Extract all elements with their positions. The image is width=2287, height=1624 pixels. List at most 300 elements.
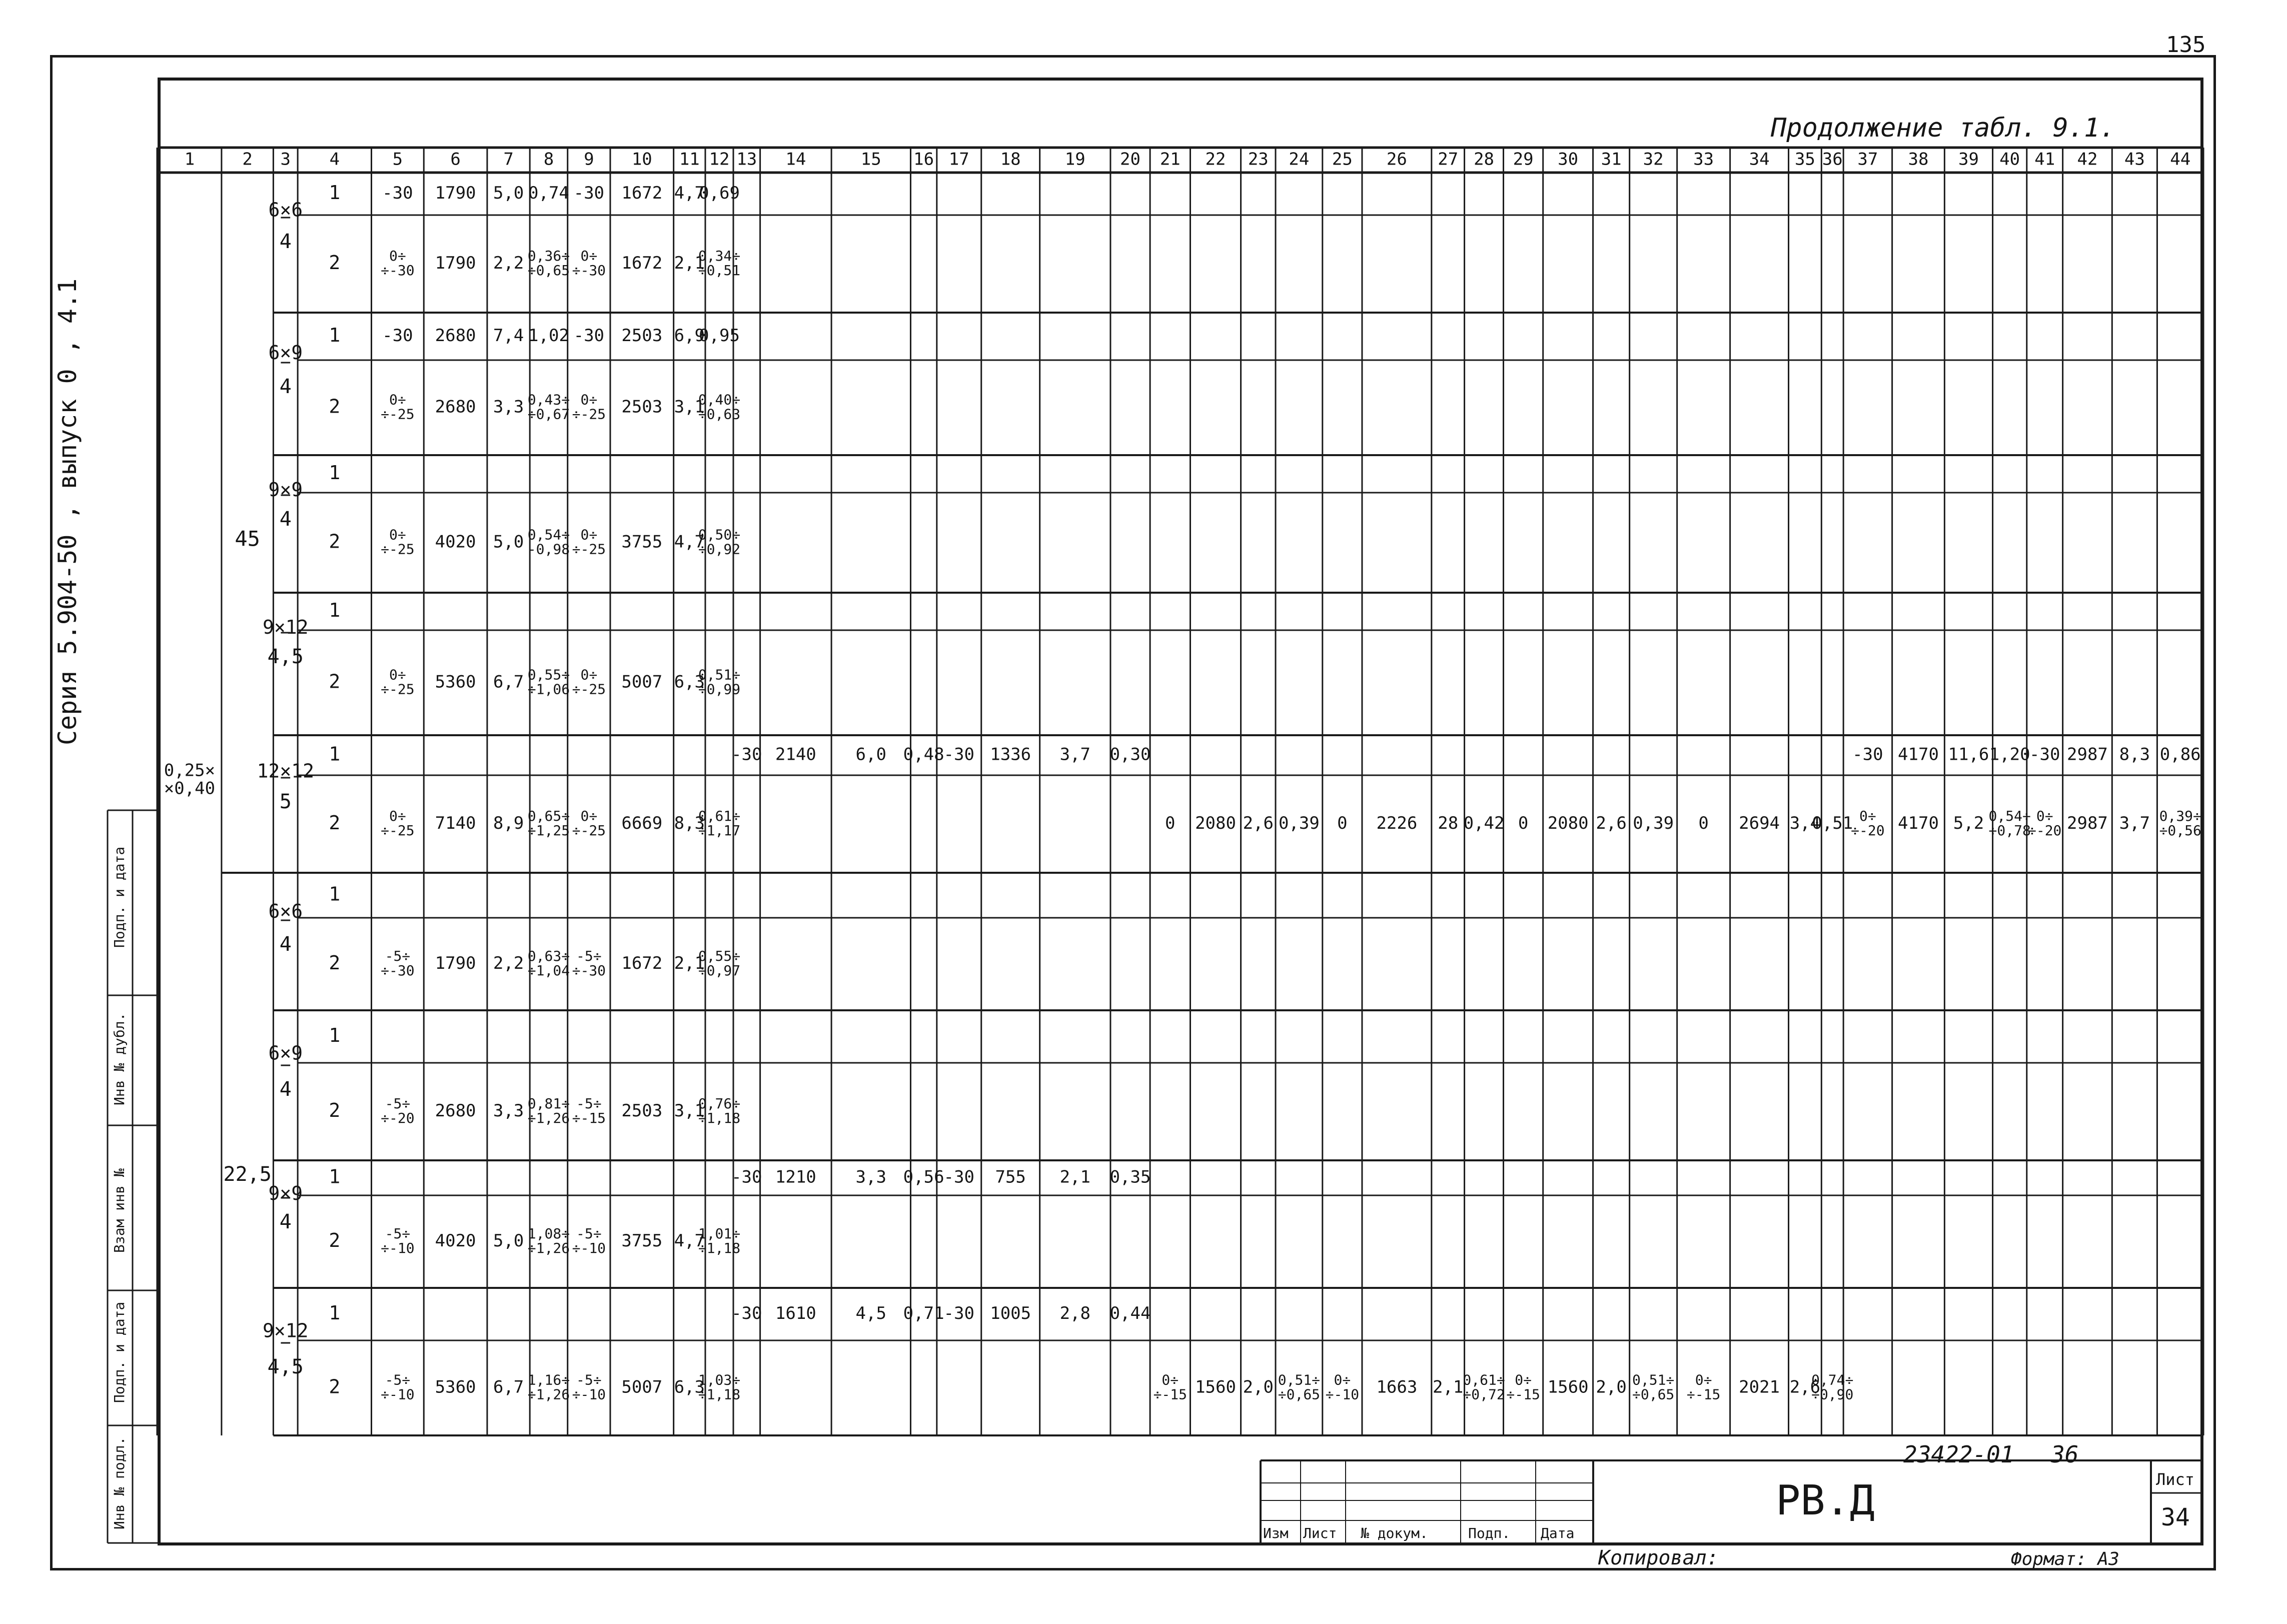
data-cell: 5360 xyxy=(435,672,476,692)
header-cell: 17 xyxy=(948,149,969,170)
data-cell: 1672 xyxy=(621,253,663,273)
data-cell: -30 xyxy=(2029,744,2060,765)
data-cell: ÷0,65 xyxy=(1632,1386,1675,1403)
header-cell: 44 xyxy=(2170,149,2191,170)
data-cell: 0÷ xyxy=(1162,1371,1179,1388)
header-cell: 30 xyxy=(1558,149,1579,170)
data-cell: 0÷ xyxy=(389,666,406,683)
data-cell: 2503 xyxy=(621,326,663,346)
series-text: Серия 5.904-50 , выпуск 0 , 4.1 xyxy=(53,278,82,745)
data-cell: -30 xyxy=(731,744,762,765)
block-size: 9×9 xyxy=(268,478,303,501)
data-cell: 2226 xyxy=(1376,813,1418,833)
data-cell: ÷0,63 xyxy=(698,406,741,423)
block-size: 12×12 xyxy=(257,760,314,782)
data-cell: ÷-10 xyxy=(572,1386,606,1403)
data-cell: ÷-15 xyxy=(1153,1386,1188,1403)
header-cell: 43 xyxy=(2124,149,2145,170)
data-cell: ÷1,17 xyxy=(698,822,741,839)
data-cell: ÷-25 xyxy=(572,541,606,558)
data-cell: 2,1 xyxy=(1432,1377,1464,1397)
data-cell: 0,63÷ xyxy=(527,947,570,964)
doc-number: 23422-01 xyxy=(1903,1441,2014,1468)
data-cell: 4,7 xyxy=(674,532,705,552)
data-cell: 4,7 xyxy=(674,183,705,203)
row-index: 1 xyxy=(329,599,341,621)
data-cell: ÷-30 xyxy=(381,962,415,979)
block-ratio: 5 xyxy=(279,790,292,813)
data-cell: ÷-25 xyxy=(381,541,415,558)
data-cell: 2694 xyxy=(1739,813,1780,833)
data-cell: 0,50÷ xyxy=(698,526,741,543)
data-cell: ÷1,18 xyxy=(698,1240,741,1257)
header-cell: 5 xyxy=(392,149,403,170)
data-cell: ÷-15 xyxy=(1506,1386,1540,1403)
data-cell: 0,36÷ xyxy=(527,247,570,264)
data-cell: ÷0,56 xyxy=(2159,822,2201,839)
header-cell: 36 xyxy=(1822,149,1843,170)
data-cell: 2,6 xyxy=(1243,813,1274,833)
data-cell: ÷1,26 xyxy=(527,1386,570,1403)
data-cell: 2,0 xyxy=(1243,1377,1274,1397)
data-cell: 0,95 xyxy=(699,326,740,346)
data-cell: 0,76÷ xyxy=(698,1095,741,1112)
block-ratio: 4 xyxy=(279,508,292,531)
data-cell: -5÷ xyxy=(576,1371,602,1388)
data-cell: ÷0,51 xyxy=(698,262,741,279)
data-cell: 5360 xyxy=(435,1377,476,1397)
data-cell: 5007 xyxy=(621,672,663,692)
data-cell: 1,08÷ xyxy=(527,1225,570,1242)
data-cell: ÷-25 xyxy=(381,681,415,698)
header-cell: 20 xyxy=(1120,149,1140,170)
data-cell: 7,4 xyxy=(493,326,524,346)
data-cell: 8,9 xyxy=(493,813,524,833)
data-cell: 0,43÷ xyxy=(527,391,570,408)
header-cell: 10 xyxy=(631,149,652,170)
block-ratio: 4 xyxy=(279,933,292,956)
data-cell: -30 xyxy=(573,326,605,346)
data-cell: 1,20 xyxy=(1989,744,2030,765)
block-size: 9×12 xyxy=(263,616,309,638)
data-cell: 1005 xyxy=(990,1303,1031,1323)
data-cell: 1790 xyxy=(435,183,476,203)
row-index: 1 xyxy=(329,743,341,765)
header-cell: 3 xyxy=(280,149,291,170)
data-cell: 0,39 xyxy=(1278,813,1320,833)
data-cell: 0,69 xyxy=(699,183,740,203)
stamp-header-1: Лист xyxy=(1303,1525,1337,1541)
row-index: 2 xyxy=(329,952,341,974)
block-size: 6×9 xyxy=(268,1042,303,1064)
block-ratio: 4 xyxy=(279,230,292,253)
header-cell: 18 xyxy=(1000,149,1021,170)
block-size: 9×12 xyxy=(263,1319,309,1342)
data-cell: 0,86 xyxy=(2159,744,2201,765)
data-cell: 5,0 xyxy=(493,1231,524,1251)
data-cell: 28 xyxy=(1438,813,1459,833)
data-cell: 2,6 xyxy=(1789,1377,1821,1397)
data-cell: 0 xyxy=(1518,813,1529,833)
data-cell: 1560 xyxy=(1547,1377,1589,1397)
block-ratio: 4 xyxy=(279,1078,292,1101)
row-index: 2 xyxy=(329,395,341,418)
data-cell: 5,0 xyxy=(493,183,524,203)
data-cell: 2680 xyxy=(435,326,476,346)
group-label: 45 xyxy=(235,526,260,551)
data-cell: 1790 xyxy=(435,953,476,973)
data-cell: 0,35 xyxy=(1109,1167,1151,1187)
data-cell: -5÷ xyxy=(576,1095,602,1112)
data-cell: 0÷ xyxy=(389,526,406,543)
data-cell: 2680 xyxy=(435,1101,476,1121)
data-cell: -5÷ xyxy=(385,947,411,964)
row-index: 1 xyxy=(329,1024,341,1046)
header-cell: 41 xyxy=(2034,149,2055,170)
data-cell: 0 xyxy=(1337,813,1348,833)
side-stamp-label: Инв № подл. xyxy=(111,1436,128,1529)
group-label: 22,5 xyxy=(223,1163,272,1186)
data-cell: 1,02 xyxy=(528,326,569,346)
header-cell: 21 xyxy=(1160,149,1181,170)
data-cell: 1210 xyxy=(775,1167,816,1187)
data-cell: ÷0,72 xyxy=(1463,1386,1505,1403)
data-cell: 0,42 xyxy=(1463,813,1505,833)
data-cell: ÷0,78 xyxy=(1988,822,2031,839)
data-cell: ÷-30 xyxy=(381,262,415,279)
data-cell: 5,0 xyxy=(493,532,524,552)
data-cell: 6,0 xyxy=(855,744,886,765)
data-cell: 1336 xyxy=(990,744,1031,765)
data-cell: 0,40÷ xyxy=(698,391,741,408)
header-cell: 32 xyxy=(1643,149,1664,170)
data-cell: 0÷ xyxy=(1334,1371,1351,1388)
data-cell: 1790 xyxy=(435,253,476,273)
data-cell: 0÷ xyxy=(389,807,406,824)
data-cell: 0,56 xyxy=(903,1167,944,1187)
data-cell: ÷-25 xyxy=(572,681,606,698)
data-cell: 0,51÷ xyxy=(1632,1371,1675,1388)
block-size: 6×9 xyxy=(268,341,303,364)
data-cell: 1,03÷ xyxy=(698,1371,741,1388)
stamp-header-2: № докум. xyxy=(1361,1525,1428,1541)
data-cell: 0,74÷ xyxy=(1811,1371,1854,1388)
data-cell: 1672 xyxy=(621,953,663,973)
sheet-number: 34 xyxy=(2161,1503,2190,1531)
data-cell: 0÷ xyxy=(580,391,598,408)
block-size: 6×6 xyxy=(268,900,303,922)
data-cell: 2,2 xyxy=(493,953,524,973)
data-cell: ÷-30 xyxy=(572,262,606,279)
data-cell: 0,48 xyxy=(903,744,944,765)
block-ratio: 4,5 xyxy=(267,645,304,668)
data-cell: 0÷ xyxy=(1515,1371,1532,1388)
block-ratio: 4,5 xyxy=(267,1355,304,1378)
data-cell: 0,55÷ xyxy=(698,947,741,964)
row-index: 1 xyxy=(329,324,341,346)
header-cell: 7 xyxy=(503,149,514,170)
row-index: 2 xyxy=(329,1099,341,1121)
data-cell: 0÷ xyxy=(580,526,598,543)
data-cell: 1,16÷ xyxy=(527,1371,570,1388)
data-cell: 0÷ xyxy=(580,247,598,264)
data-cell: ÷-25 xyxy=(572,822,606,839)
data-cell: 8,3 xyxy=(674,813,705,833)
col1-value: 0,25× xyxy=(164,760,216,781)
side-stamp-label: Инв № дубл. xyxy=(111,1012,128,1105)
data-cell: -30 xyxy=(731,1167,762,1187)
data-cell: 0,61÷ xyxy=(698,807,741,824)
doc-number-page: 36 xyxy=(2051,1441,2079,1468)
data-cell: 3,7 xyxy=(2119,813,2150,833)
data-cell: 6,7 xyxy=(493,1377,524,1397)
data-cell: -30 xyxy=(731,1303,762,1323)
row-index: 2 xyxy=(329,670,341,693)
data-cell: 0,39÷ xyxy=(2159,807,2201,824)
row-index: 2 xyxy=(329,530,341,553)
data-cell: 0÷ xyxy=(1695,1371,1712,1388)
data-cell: 0 xyxy=(1165,813,1176,833)
data-cell: 4170 xyxy=(1898,744,1939,765)
data-cell: 2680 xyxy=(435,397,476,417)
header-cell: 14 xyxy=(785,149,806,170)
data-cell: -5÷ xyxy=(385,1095,411,1112)
data-cell: 2021 xyxy=(1739,1377,1780,1397)
data-cell: ÷0,65 xyxy=(1278,1386,1321,1403)
header-cell: 16 xyxy=(913,149,934,170)
data-cell: ÷-20 xyxy=(2027,822,2062,839)
header-cell: 15 xyxy=(860,149,881,170)
data-cell: 8,3 xyxy=(2119,744,2150,765)
header-cell: 26 xyxy=(1386,149,1407,170)
header-cell: 37 xyxy=(1857,149,1878,170)
header-cell: 8 xyxy=(543,149,554,170)
data-cell: -0,98 xyxy=(527,541,570,558)
data-cell: -5÷ xyxy=(385,1225,411,1242)
data-cell: ÷-20 xyxy=(381,1110,415,1127)
data-cell: 3,3 xyxy=(493,397,524,417)
data-cell: -30 xyxy=(382,183,413,203)
data-cell: 2,6 xyxy=(1596,813,1627,833)
header-cell: 38 xyxy=(1908,149,1929,170)
title-code: РВ.Д xyxy=(1776,1477,1875,1524)
header-cell: 27 xyxy=(1438,149,1459,170)
stamp-header-3: Подп. xyxy=(1468,1525,1511,1541)
data-cell: ÷0,92 xyxy=(698,541,741,558)
data-cell: 0,55÷ xyxy=(527,666,570,683)
data-cell: 0,54÷ xyxy=(527,526,570,543)
data-cell: 3,3 xyxy=(855,1167,886,1187)
header-cell: 2 xyxy=(242,149,253,170)
data-cell: -5÷ xyxy=(576,947,602,964)
data-cell: 2987 xyxy=(2067,813,2108,833)
data-cell: 2503 xyxy=(621,1101,663,1121)
row-index: 1 xyxy=(329,182,341,204)
data-cell: -30 xyxy=(943,744,974,765)
header-cell: 23 xyxy=(1248,149,1269,170)
data-cell: 3,4 xyxy=(1789,813,1821,833)
data-cell: 0,30 xyxy=(1109,744,1151,765)
data-cell: 0 xyxy=(1698,813,1709,833)
data-cell: 0÷ xyxy=(580,807,598,824)
data-cell: 1672 xyxy=(621,183,663,203)
data-cell: 2080 xyxy=(1195,813,1236,833)
block-ratio: 4 xyxy=(279,1210,292,1233)
data-cell: 0,34÷ xyxy=(698,247,741,264)
data-cell: 2,2 xyxy=(493,253,524,273)
data-cell: 0,65÷ xyxy=(527,807,570,824)
data-cell: 2,1 xyxy=(674,253,705,273)
data-cell: 3755 xyxy=(621,532,663,552)
header-cell: 35 xyxy=(1794,149,1815,170)
row-index: 1 xyxy=(329,883,341,905)
header-cell: 13 xyxy=(736,149,757,170)
header-cell: 39 xyxy=(1958,149,1979,170)
data-cell: 1663 xyxy=(1376,1377,1418,1397)
data-cell: -30 xyxy=(943,1303,974,1323)
data-cell: 0,81÷ xyxy=(527,1095,570,1112)
header-cell: 25 xyxy=(1332,149,1353,170)
data-cell: 3,1 xyxy=(674,1101,705,1121)
header-cell: 4 xyxy=(329,149,340,170)
data-cell: ÷-15 xyxy=(572,1110,606,1127)
header-cell: 24 xyxy=(1289,149,1310,170)
row-index: 1 xyxy=(329,1302,341,1324)
header-cell: 34 xyxy=(1749,149,1770,170)
data-cell: 1610 xyxy=(775,1303,816,1323)
row-index: 2 xyxy=(329,1229,341,1251)
header-cell: 12 xyxy=(709,149,730,170)
data-cell: ÷-25 xyxy=(572,406,606,423)
col1-value: ×0,40 xyxy=(164,778,216,799)
data-cell: ÷1,04 xyxy=(527,962,570,979)
data-cell: ÷-20 xyxy=(1851,822,1885,839)
data-cell: ÷1,26 xyxy=(527,1110,570,1127)
data-cell: 6,7 xyxy=(493,672,524,692)
data-cell: -5÷ xyxy=(385,1371,411,1388)
data-cell: 0,71 xyxy=(903,1303,944,1323)
data-cell: 0÷ xyxy=(389,391,406,408)
data-cell: 3,7 xyxy=(1059,744,1090,765)
row-index: 1 xyxy=(329,462,341,484)
data-cell: 6,3 xyxy=(674,672,705,692)
header-cell: 22 xyxy=(1205,149,1226,170)
header-cell: 1 xyxy=(184,149,195,170)
stamp-header-4: Дата xyxy=(1541,1525,1575,1541)
row-index: 2 xyxy=(329,812,341,834)
block-size: 6×6 xyxy=(268,199,303,221)
data-cell: 1,01÷ xyxy=(698,1225,741,1242)
data-cell: ÷1,18 xyxy=(698,1110,741,1127)
data-cell: 0,54÷ xyxy=(1988,807,2031,824)
data-cell: 2,1 xyxy=(1059,1167,1090,1187)
data-cell: ÷-10 xyxy=(572,1240,606,1257)
data-cell: 5007 xyxy=(621,1377,663,1397)
data-cell: ÷-15 xyxy=(1686,1386,1721,1403)
data-cell: 11,6 xyxy=(1948,744,1989,765)
data-cell: -30 xyxy=(943,1167,974,1187)
data-cell: ÷1,26 xyxy=(527,1240,570,1257)
data-cell: 2,8 xyxy=(1059,1303,1090,1323)
data-cell: 4020 xyxy=(435,532,476,552)
data-cell: ÷1,06 xyxy=(527,681,570,698)
header-cell: 40 xyxy=(1999,149,2020,170)
stamp-header-0: Изм xyxy=(1263,1525,1289,1541)
header-cell: 9 xyxy=(584,149,594,170)
data-cell: -30 xyxy=(1852,744,1883,765)
data-cell: ÷-10 xyxy=(381,1386,415,1403)
data-cell: 6,9 xyxy=(674,326,705,346)
data-cell: 0÷ xyxy=(2036,807,2053,824)
header-cell: 42 xyxy=(2077,149,2098,170)
data-cell: 2,0 xyxy=(1596,1377,1627,1397)
data-cell: 0÷ xyxy=(389,247,406,264)
data-cell: ÷0,97 xyxy=(698,962,741,979)
data-cell: -5÷ xyxy=(576,1225,602,1242)
continuation-title: Продолжение табл. 9.1. xyxy=(1771,113,2115,143)
data-cell: ÷-10 xyxy=(381,1240,415,1257)
block-size: 9×9 xyxy=(268,1182,303,1204)
data-cell: 755 xyxy=(995,1167,1026,1187)
copied-by: Копировал: xyxy=(1598,1546,1719,1569)
header-cell: 19 xyxy=(1064,149,1085,170)
row-index: 2 xyxy=(329,252,341,274)
data-cell: 0÷ xyxy=(580,666,598,683)
data-cell: 7140 xyxy=(435,813,476,833)
block-ratio: 4 xyxy=(279,375,292,398)
data-cell: ÷0,67 xyxy=(527,406,570,423)
data-cell: 2503 xyxy=(621,397,663,417)
data-cell: 2987 xyxy=(2067,744,2108,765)
row-index: 2 xyxy=(329,1375,341,1398)
data-cell: ÷0,65 xyxy=(527,262,570,279)
data-cell: -30 xyxy=(382,326,413,346)
data-cell: 2080 xyxy=(1547,813,1589,833)
header-cell: 6 xyxy=(450,149,461,170)
data-cell: 0,51 xyxy=(1812,813,1853,833)
data-cell: 0,61÷ xyxy=(1463,1371,1505,1388)
data-cell: 3,3 xyxy=(493,1101,524,1121)
data-cell: ÷0,99 xyxy=(698,681,741,698)
side-stamp-label: Подп. и дата xyxy=(111,846,128,948)
data-cell: 6669 xyxy=(621,813,663,833)
sheet-label: Лист xyxy=(2156,1470,2195,1489)
side-stamp-label: Взам инв № xyxy=(111,1168,128,1253)
data-cell: 0,39 xyxy=(1633,813,1674,833)
data-cell: 4,7 xyxy=(674,1231,705,1251)
data-cell: 0÷ xyxy=(1859,807,1876,824)
data-cell: 3755 xyxy=(621,1231,663,1251)
data-cell: 5,2 xyxy=(1953,813,1984,833)
data-cell: ÷-30 xyxy=(572,962,606,979)
header-cell: 28 xyxy=(1474,149,1495,170)
row-index: 1 xyxy=(329,1165,341,1188)
data-cell: 4020 xyxy=(435,1231,476,1251)
data-cell: -30 xyxy=(573,183,605,203)
data-cell: 6,3 xyxy=(674,1377,705,1397)
header-cell: 11 xyxy=(679,149,700,170)
data-cell: 1560 xyxy=(1195,1377,1236,1397)
page-corner-number: 135 xyxy=(2166,32,2206,58)
data-cell: ÷0,90 xyxy=(1811,1386,1854,1403)
data-cell: 0,74 xyxy=(528,183,569,203)
side-stamp-label: Подп. и дата xyxy=(111,1301,128,1403)
data-cell: 3,1 xyxy=(674,397,705,417)
format-label: Формат: А3 xyxy=(2011,1549,2119,1569)
data-cell: 2140 xyxy=(775,744,816,765)
data-cell: ÷-10 xyxy=(1325,1386,1360,1403)
header-cell: 29 xyxy=(1513,149,1534,170)
